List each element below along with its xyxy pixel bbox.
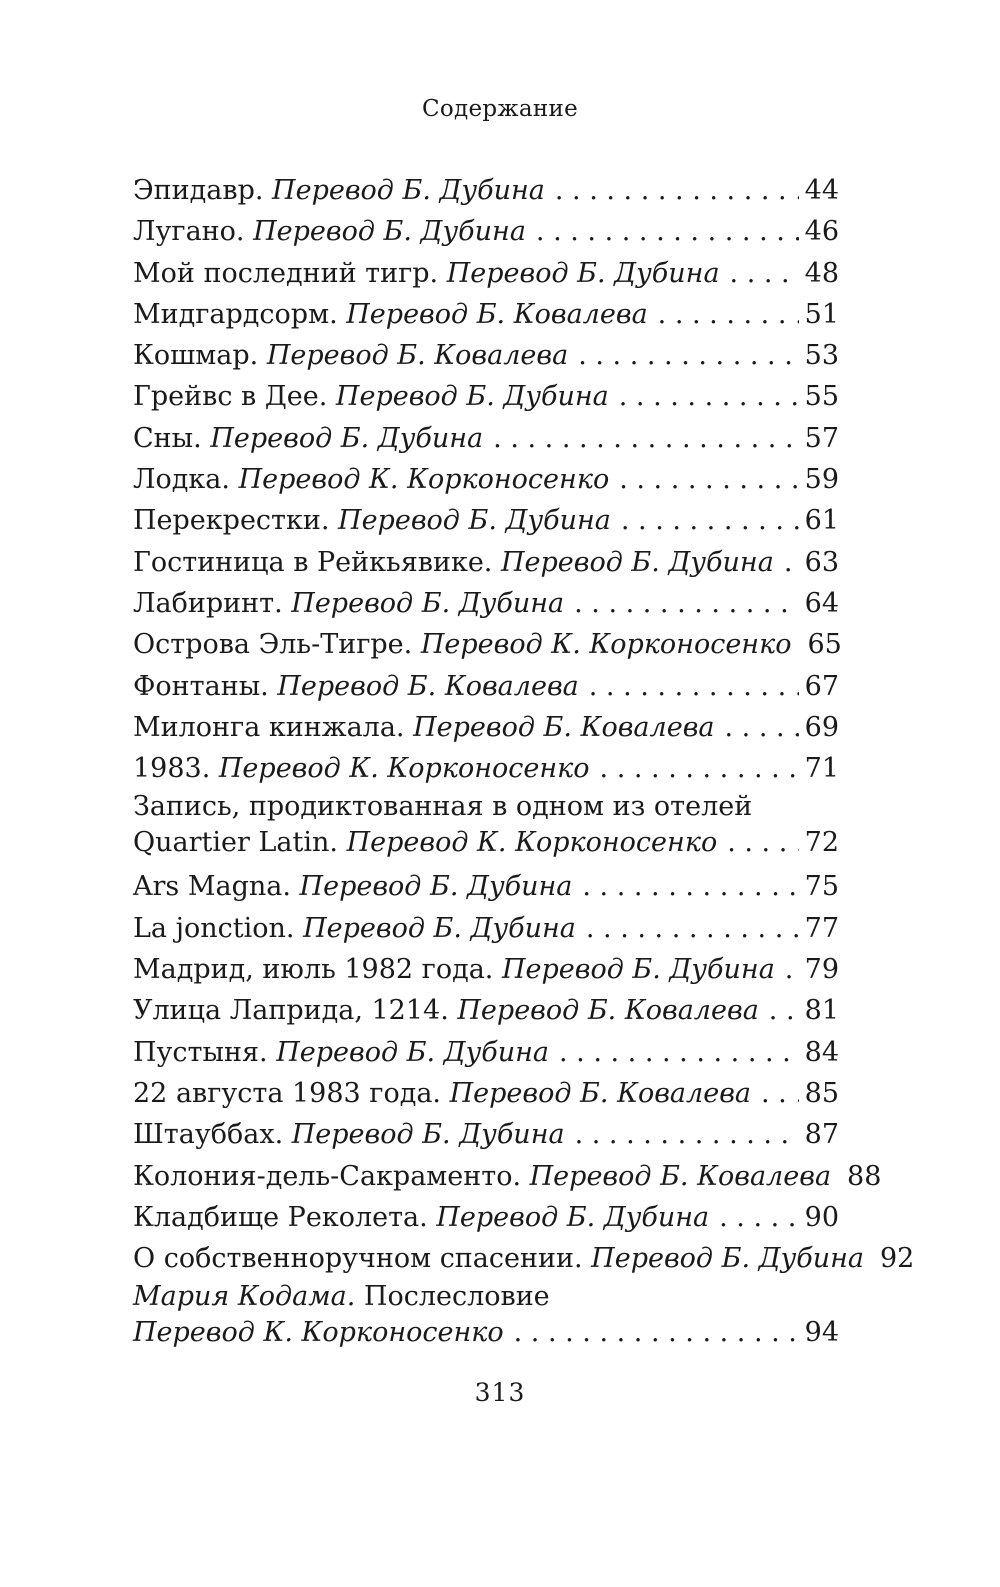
toc-entry-title: Лодка. <box>133 464 230 496</box>
toc-entry-page: 59 <box>804 464 839 496</box>
toc-entry-page: 84 <box>804 1036 839 1068</box>
toc-entry-translator: Перевод Б. Ковалева <box>449 1077 752 1109</box>
toc-entry-translator: Перевод Б. Ковалева <box>266 340 569 372</box>
toc-entry-title: Лугано. <box>133 216 245 248</box>
toc-entry-translator: Перевод Б. Дубина <box>338 505 611 537</box>
running-head: Содержание <box>421 96 579 122</box>
afterword-author: Мария Кодама. <box>133 1281 356 1313</box>
page-number: 313 <box>474 1378 526 1407</box>
toc-entry-page: 87 <box>804 1119 839 1151</box>
toc-entry <box>133 418 839 459</box>
toc-entry-title: Кладбище Реколета. <box>133 1201 428 1233</box>
toc-entry-translator: Перевод Б. Дубина <box>253 216 526 248</box>
dot-leader <box>578 335 798 376</box>
dot-leader <box>555 170 799 211</box>
dot-leader <box>769 990 799 1031</box>
toc-entry-title: Грейвс в Дее. <box>133 381 328 413</box>
toc-entry-page: 63 <box>804 546 839 578</box>
toc-entry <box>133 211 839 252</box>
toc-entry-title-line: Запись, продиктованная в одном из отелей <box>133 791 753 823</box>
toc-entry <box>133 949 839 990</box>
toc-entry-page: 81 <box>804 995 839 1027</box>
toc-entry-title: Штауббах. <box>133 1119 284 1151</box>
toc-entry-translator: Перевод Б. Дубина <box>299 871 573 903</box>
toc-entry-page: 79 <box>804 954 839 986</box>
toc-entry-title: Сны. <box>133 422 202 454</box>
toc-entry-translator: Перевод Б. Дубина <box>291 1119 565 1151</box>
toc-entry <box>133 748 839 789</box>
toc-entry-title: Мадрид, июль 1982 года. <box>133 954 494 986</box>
toc-entry-page: 46 <box>804 216 839 248</box>
toc-entry-translator: Перевод Б. Дубина <box>210 422 484 454</box>
toc-entry-page: 61 <box>804 505 839 537</box>
toc-entry-translator: Перевод Б. Дубина <box>291 587 565 619</box>
dot-leader <box>582 866 798 907</box>
toc-entry-title: Милонга кинжала. <box>133 711 405 743</box>
toc-entry <box>133 908 839 949</box>
toc-entry-translator: Перевод Б. Дубина <box>276 1036 550 1068</box>
dot-leader <box>589 666 799 707</box>
dot-leader <box>536 211 799 252</box>
toc-entry-translator: Перевод Б. Ковалева <box>413 711 715 743</box>
toc-entry <box>133 1114 839 1155</box>
toc-entry-translator: Перевод Б. Дубина <box>446 257 720 289</box>
toc-entry <box>133 1156 882 1197</box>
toc-entry <box>133 542 839 583</box>
toc-entry-page: 94 <box>804 1317 839 1349</box>
toc-entry <box>133 1238 915 1279</box>
toc-entry-translator: Перевод Б. Дубина <box>335 381 609 413</box>
dot-leader <box>658 294 799 335</box>
toc-entry-title: Ars Magna. <box>133 871 291 903</box>
toc-entry <box>133 170 839 211</box>
dot-leader <box>784 542 799 583</box>
toc-entry <box>133 1315 839 1351</box>
toc-entry-translator: Перевод Б. Ковалева <box>346 298 648 330</box>
dot-leader <box>493 418 798 459</box>
toc-entry-translator: Перевод Б. Дубина <box>303 912 576 944</box>
toc-entry <box>133 825 839 861</box>
toc-entry <box>133 707 839 748</box>
toc-entry-translator: Перевод Б. Дубина <box>436 1201 710 1233</box>
toc-entry <box>133 1073 839 1114</box>
dot-leader <box>586 908 799 949</box>
toc-entry-page: 53 <box>804 340 839 372</box>
toc-entry-page: 85 <box>804 1077 839 1109</box>
toc-entry-title: Мидгардсорм. <box>133 298 338 330</box>
toc-entry-page: 90 <box>804 1201 839 1233</box>
toc-entry <box>133 583 839 624</box>
toc-entry-translator: Перевод Б. Ковалева <box>277 670 579 702</box>
toc-entry-page: 55 <box>804 381 839 413</box>
toc-entry-translator: Перевод Б. Дубина <box>272 175 545 206</box>
dot-leader <box>785 949 799 990</box>
toc-entry-title: Quartier Latin. <box>133 827 338 859</box>
toc-entry-page: 57 <box>804 422 839 454</box>
toc-entry-title: Мой последний тигр. <box>133 257 439 289</box>
dot-leader <box>559 1032 799 1073</box>
toc-entry-page: 67 <box>804 670 839 702</box>
toc-entry-translator: Перевод Б. Дубина <box>591 1243 864 1275</box>
toc-entry <box>133 376 839 417</box>
toc-entry-translator: Перевод Б. Дубина <box>500 546 774 578</box>
dot-leader <box>619 459 798 500</box>
toc-entry <box>133 990 839 1031</box>
toc-entry-title: Кошмар. <box>133 340 259 372</box>
toc-entry-translator: Перевод К. Корконосенко <box>346 827 718 859</box>
toc-entry <box>133 459 839 500</box>
dot-leader <box>619 376 799 417</box>
dot-leader <box>725 707 799 748</box>
toc-entry-title: Острова Эль-Тигре. <box>133 629 413 661</box>
toc-entry-multiline <box>133 789 839 861</box>
toc-entry <box>133 335 839 376</box>
toc-entry <box>133 294 839 335</box>
dot-leader <box>730 253 799 294</box>
toc-entry-page: 72 <box>804 827 839 859</box>
toc-entry-translator: Перевод К. Корконосенко <box>238 464 610 496</box>
toc-entry-title: Улица Лаприда, 1214. <box>133 995 449 1027</box>
toc-entry <box>133 866 839 907</box>
toc-entries-group-2 <box>133 866 915 1279</box>
toc-entry-translator: Перевод К. Корконосенко <box>133 1317 504 1349</box>
toc-entry-page: 92 <box>880 1243 915 1275</box>
dot-leader <box>514 1315 799 1351</box>
toc-entry-title: 1983. <box>133 753 211 785</box>
dot-leader <box>600 748 799 789</box>
toc-entry-title: Колония-дель-Сакраменто. <box>133 1160 522 1192</box>
toc-entry-title: Гостиница в Рейкьявике. <box>133 546 493 578</box>
toc-entry-translator: Перевод К. Корконосенко <box>218 753 590 785</box>
toc-entry-title: 22 августа 1983 года. <box>133 1077 442 1109</box>
toc-entry-translator: Перевод Б. Дубина <box>501 954 775 986</box>
toc-entry-title: Лабиринт. <box>133 587 283 619</box>
toc-entries-group-1 <box>133 170 842 789</box>
toc-entry-title: Эпидавр. <box>133 175 264 206</box>
toc-entry-title: Пустыня. <box>133 1036 268 1068</box>
toc-entry-title-line <box>133 1279 839 1315</box>
toc-entry-page: 64 <box>804 587 839 619</box>
toc-entry-title: Фонтаны. <box>133 670 269 702</box>
toc-entry <box>133 624 842 665</box>
dot-leader <box>621 500 799 541</box>
dot-leader <box>574 583 799 624</box>
dot-leader <box>761 1073 799 1114</box>
toc-entry-translator: Перевод К. Корконосенко <box>420 629 792 661</box>
toc-entry <box>133 666 839 707</box>
toc-entry-title: Перекрестки. <box>133 505 330 537</box>
afterword-title: Послесловие <box>363 1281 550 1313</box>
toc-entry-title: La jonction. <box>133 912 295 944</box>
toc-entry-page: 65 <box>807 629 842 661</box>
toc-entry-page: 44 <box>804 175 839 206</box>
dot-leader <box>727 825 798 861</box>
toc-entry-page: 88 <box>847 1160 882 1192</box>
toc-entry-page: 71 <box>804 753 839 785</box>
toc-entry <box>133 500 839 541</box>
toc-entry <box>133 1032 839 1073</box>
toc-entry-page: 75 <box>804 871 839 903</box>
toc-entry-page: 51 <box>804 298 839 330</box>
toc-entry-page: 48 <box>804 257 839 289</box>
toc-entry <box>133 1197 839 1238</box>
dot-leader <box>719 1197 799 1238</box>
table-of-contents <box>133 170 915 1351</box>
toc-entry-afterword <box>133 1279 839 1351</box>
toc-entry-title: О собственноручном спасении. <box>133 1243 583 1275</box>
toc-entry-page: 69 <box>804 711 839 743</box>
toc-entry-translator: Перевод Б. Ковалева <box>529 1160 832 1192</box>
toc-entry-page: 77 <box>804 912 839 944</box>
toc-entry-translator: Перевод Б. Ковалева <box>457 995 759 1027</box>
toc-entry <box>133 253 839 294</box>
dot-leader <box>575 1114 799 1155</box>
